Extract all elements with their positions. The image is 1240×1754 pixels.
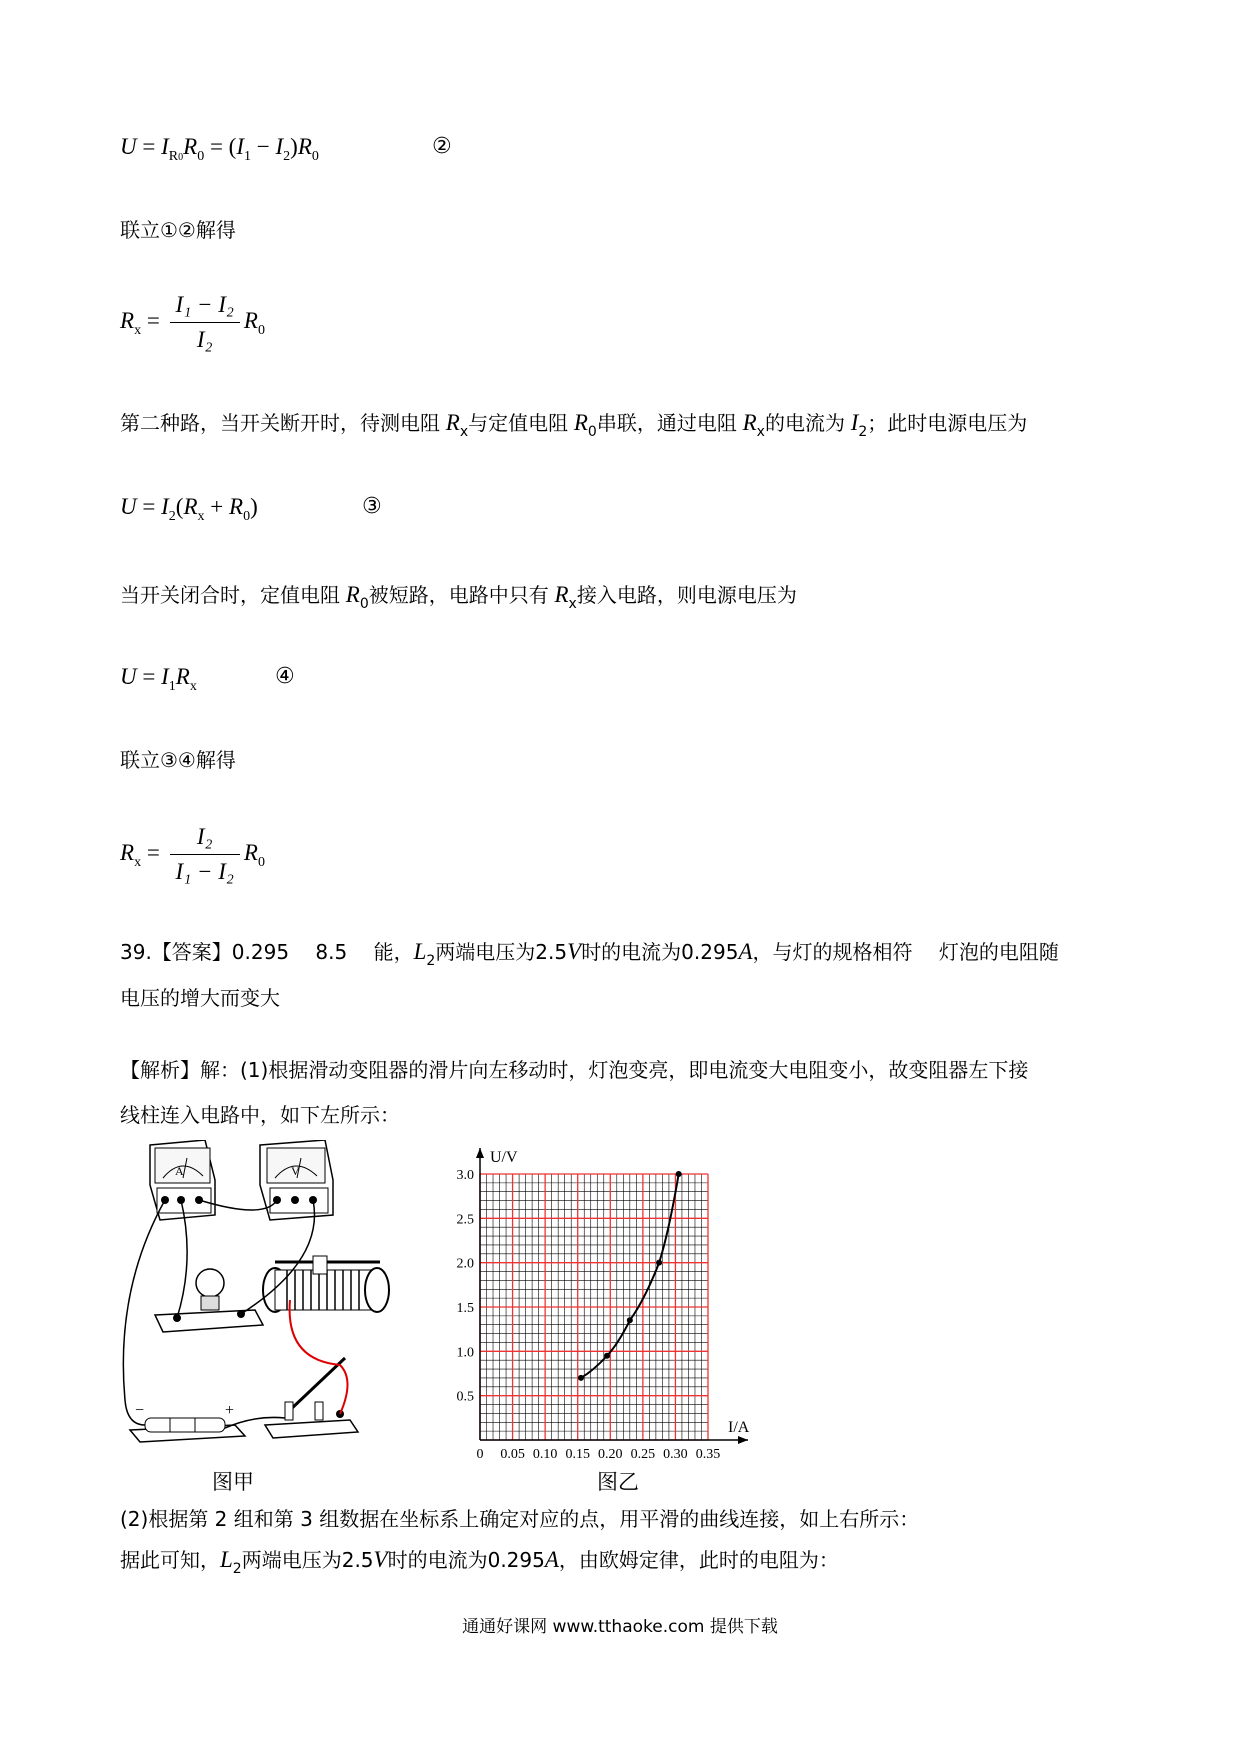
x-tick-label: 0.20 bbox=[598, 1447, 623, 1460]
data-point bbox=[627, 1317, 633, 1323]
equation-3: $U = I_2(R_x + R_0)$ bbox=[120, 494, 258, 524]
voltmeter-icon bbox=[260, 1140, 333, 1220]
text-lianli-34: 联立③④解得 bbox=[120, 748, 236, 772]
analysis-line2: 线柱连入电路中，如下左所示： bbox=[120, 1103, 400, 1127]
x-tick-label: 0.05 bbox=[500, 1447, 525, 1460]
equation-2-number: ② bbox=[432, 134, 452, 159]
x-tick-label: 0.15 bbox=[565, 1447, 590, 1460]
equation-4-number: ④ bbox=[275, 664, 295, 689]
text-lianli-12: 联立①②解得 bbox=[120, 218, 236, 242]
footer: 通通好课网 www.tthaoke.com 提供下载 bbox=[462, 1617, 778, 1637]
y-tick-label: 3.0 bbox=[456, 1168, 474, 1183]
equation-rx-2: $R_x$ = $\frac{\text{I₂}}{\text{I₁ − I₂}}$ $R_0$ bbox=[120, 822, 265, 887]
step2-line1: (2)根据第 2 组和第 3 组数据在坐标系上确定对应的点，用平滑的曲线连接，如上右所示： bbox=[120, 1507, 920, 1531]
answer-39-line2: 电压的增大而变大 bbox=[120, 986, 280, 1010]
answer-39: 39.【答案】0.295 8.5 能，$L_2$两端电压为2.5V时的电流为0.295A，与灯的规格相符 灯泡的电阻随 bbox=[120, 939, 1059, 969]
x-axis-arrow bbox=[738, 1436, 748, 1444]
data-point bbox=[578, 1375, 584, 1381]
figure-right-caption: 图乙 bbox=[597, 1470, 639, 1494]
battery-icon bbox=[130, 1402, 245, 1442]
equation-4: $U = I_1R_x$ bbox=[120, 664, 197, 694]
rheostat-icon bbox=[263, 1256, 389, 1312]
y-tick-label: 2.5 bbox=[456, 1212, 474, 1228]
figure-left-caption: 图甲 bbox=[212, 1470, 254, 1494]
x-tick-label: 0.35 bbox=[695, 1447, 721, 1460]
y-axis-label: U/V bbox=[490, 1149, 518, 1166]
battery-plus: + bbox=[225, 1402, 235, 1419]
x-tick-label: 0.25 bbox=[630, 1447, 656, 1460]
text-switch-closed: 当开关闭合时，定值电阻 $R_0$被短路，电路中只有 $R_x$接入电路，则电源电压为 bbox=[120, 582, 797, 612]
data-point bbox=[604, 1353, 610, 1359]
y-axis-arrow bbox=[476, 1148, 484, 1158]
y-tick-label: 1.5 bbox=[456, 1301, 474, 1316]
rx1-denominator: I₂ bbox=[196, 327, 213, 352]
rx2-numerator: I₂ bbox=[170, 822, 240, 855]
x-tick-label: 0.10 bbox=[532, 1447, 558, 1460]
circuit-diagram bbox=[115, 1140, 445, 1460]
text-second-way: 第二种路，当开关断开时，待测电阻 $R_x$与定值电阻 $R_0$串联，通过电阻 $R_x$的电流为 $I_2$；此时电源电压为 bbox=[120, 410, 1028, 440]
ui-chart bbox=[440, 1140, 820, 1460]
x-tick-label: 0 bbox=[476, 1447, 484, 1460]
equation-3-number: ③ bbox=[362, 494, 382, 519]
grid-major bbox=[480, 1174, 708, 1440]
rx1-numerator: I₁ − I₂ bbox=[170, 290, 240, 323]
equation-2: $U = I_{R0}R_0 = (I_1 - I_2)R_0$ bbox=[120, 134, 319, 164]
axes bbox=[476, 1148, 748, 1444]
ammeter-label: A bbox=[175, 1164, 184, 1178]
lamp-icon bbox=[155, 1269, 263, 1332]
rx2-denominator: I₁ − I₂ bbox=[175, 859, 234, 884]
analysis-line1: 【解析】解：(1)根据滑动变阻器的滑片向左移动时，灯泡变亮，即电流变大电阻变小，故变阻器左下接 bbox=[120, 1058, 1029, 1082]
x-tick-label: 0.30 bbox=[663, 1447, 688, 1460]
data-point bbox=[676, 1171, 682, 1177]
x-axis-label: I/A bbox=[728, 1419, 750, 1436]
y-tick-label: 2.0 bbox=[456, 1256, 474, 1272]
step2-line2: 据此可知，$L_2$两端电压为2.5V时的电流为0.295A，由欧姆定律，此时的电阻为： bbox=[120, 1547, 839, 1577]
y-tick-label: 1.0 bbox=[456, 1345, 474, 1361]
voltmeter-label: V bbox=[291, 1164, 300, 1178]
battery-minus: − bbox=[135, 1402, 145, 1419]
y-tick-label: 0.5 bbox=[456, 1389, 474, 1405]
data-point bbox=[656, 1260, 662, 1266]
equation-rx-1: $R_x$ = $\frac{\text{I₁ − I₂}}{\text{I₂}}$ $R_0$ bbox=[120, 290, 265, 355]
